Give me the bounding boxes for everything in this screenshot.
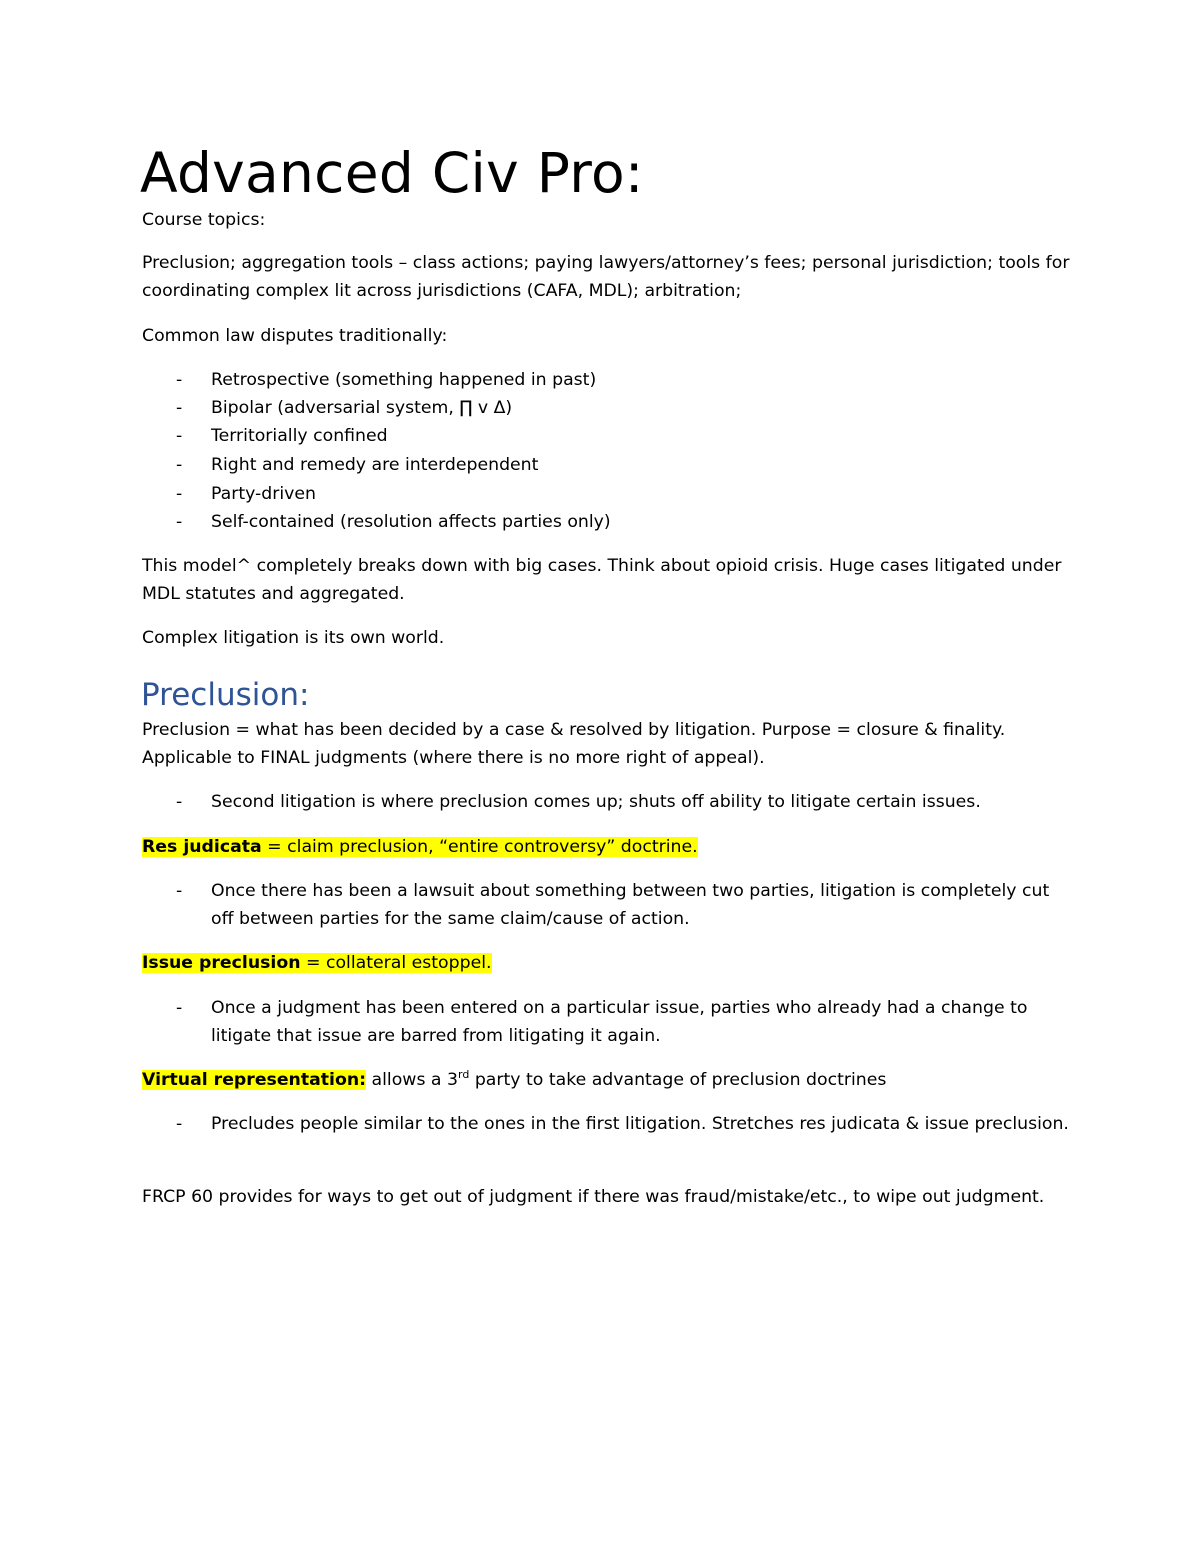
preclusion-definition: Preclusion = what has been decided by a case & resolved by litigation. Purpose = closure & finality. Applicable to FINAL judgments (where there is no more right of appeal). xyxy=(142,720,1006,768)
virtual-representation-term: Virtual representation: xyxy=(142,1070,367,1090)
virtual-representation-line xyxy=(142,1066,1072,1094)
res-judicata-term: Res judicata xyxy=(142,837,262,857)
list-dash: - xyxy=(176,455,183,475)
issue-preclusion-highlight xyxy=(142,953,492,973)
list-dash: - xyxy=(176,426,183,446)
virtual-ordinal-suffix: rd xyxy=(458,1068,470,1082)
frcp-paragraph: FRCP 60 provides for ways to get out of judgment if there was fraud/mistake/etc., to wipe out judgment. xyxy=(142,1187,1045,1207)
issue-preclusion-line xyxy=(142,949,1072,977)
list-item: Once there has been a lawsuit about something between two parties, litigation is completely cut off between parties for the same claim/cause of action. xyxy=(211,881,1050,929)
preclusion-heading: Preclusion: xyxy=(141,677,310,713)
list-item: Second litigation is where preclusion comes up; shuts off ability to litigate certain issues. xyxy=(211,792,981,812)
model-paragraph: This model^ completely breaks down with big cases. Think about opioid crisis. Huge cases litigated under MDL statutes and aggregated. xyxy=(142,556,1062,604)
list-item: Party-driven xyxy=(211,484,316,504)
list-dash: - xyxy=(176,398,183,418)
list-dash: - xyxy=(176,1114,183,1134)
topics-paragraph: Preclusion; aggregation tools – class actions; paying lawyers/attorney’s fees; personal jurisdiction; tools for coordinating complex lit across jurisdictions (CAFA, MDL); arbitration; xyxy=(142,253,1070,301)
page-title: Advanced Civ Pro: xyxy=(140,141,644,205)
virtual-definition-b: party to take advantage of preclusion doctrines xyxy=(469,1070,887,1090)
res-judicata-definition: = claim preclusion, “entire controversy” doctrine. xyxy=(261,837,698,857)
res-judicata-highlight xyxy=(142,837,698,857)
list-item: Self-contained (resolution affects parties only) xyxy=(211,512,611,532)
list-item: Right and remedy are interdependent xyxy=(211,455,539,475)
list-item: Retrospective (something happened in past) xyxy=(211,370,597,390)
virtual-definition-a: allows a 3 xyxy=(366,1070,459,1090)
list-dash: - xyxy=(176,370,183,390)
list-dash: - xyxy=(176,881,183,901)
course-topics-label: Course topics: xyxy=(142,210,266,230)
list-item: Precludes people similar to the ones in the first litigation. Stretches res judicata & issue preclusion. xyxy=(211,1114,1069,1134)
list-item: Bipolar (adversarial system, ∏ v Δ) xyxy=(211,398,513,418)
issue-preclusion-term: Issue preclusion xyxy=(142,953,301,973)
list-item: Once a judgment has been entered on a particular issue, parties who already had a change to litigate that issue are barred from litigating it again. xyxy=(211,998,1028,1046)
list-dash: - xyxy=(176,998,183,1018)
complex-paragraph: Complex litigation is its own world. xyxy=(142,628,445,648)
list-dash: - xyxy=(176,512,183,532)
issue-preclusion-definition: = collateral estoppel. xyxy=(300,953,492,973)
list-item: Territorially confined xyxy=(211,426,388,446)
list-dash: - xyxy=(176,792,183,812)
common-law-label: Common law disputes traditionally: xyxy=(142,326,448,346)
list-dash: - xyxy=(176,484,183,504)
res-judicata-line xyxy=(142,833,1072,861)
